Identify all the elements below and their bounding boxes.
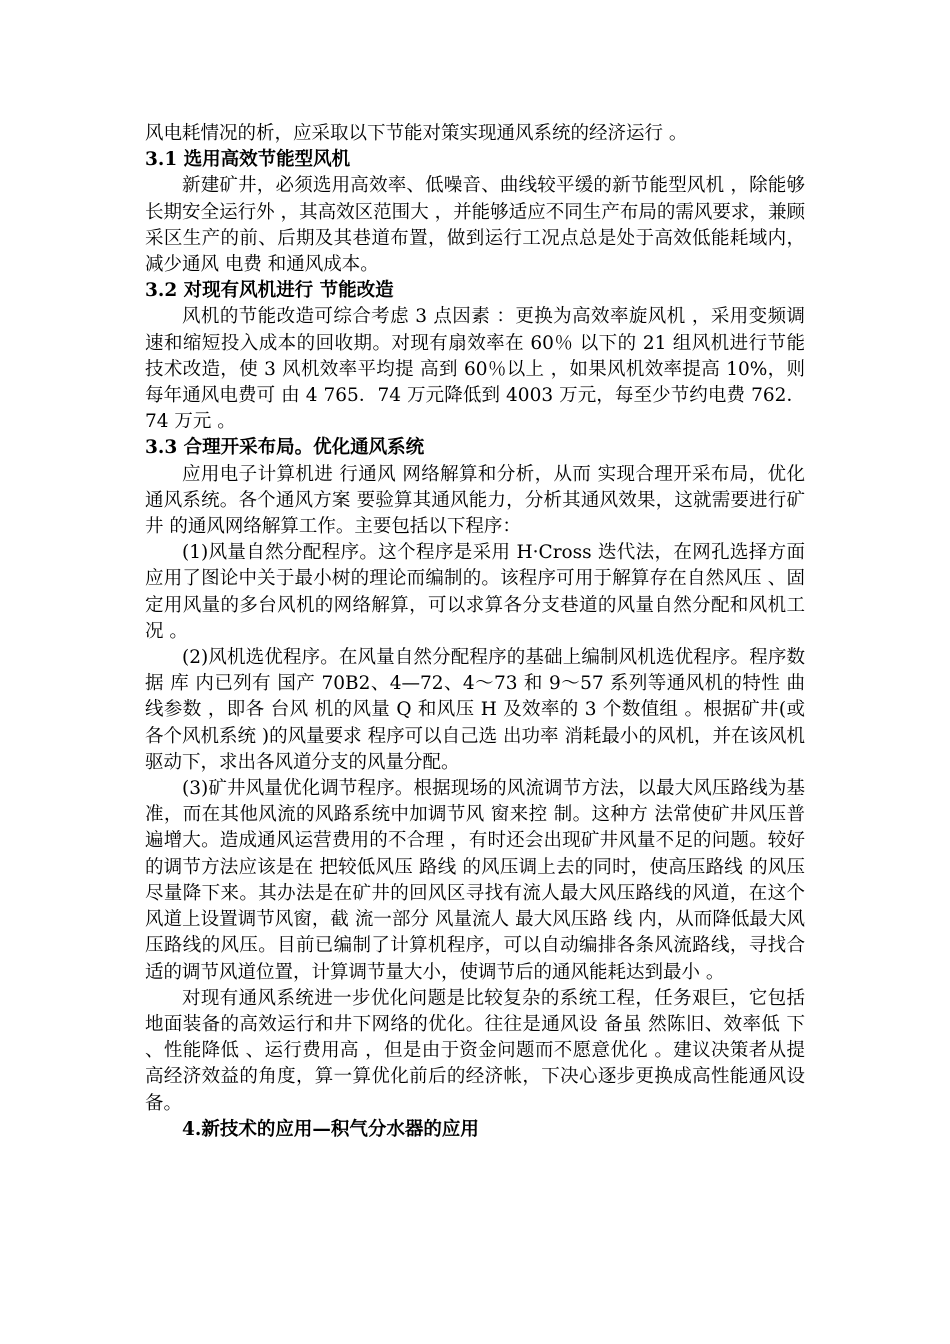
section-3-3-paragraph-conclusion: 对现有通风系统进一步优化问题是比较复杂的系统工程，任务艰巨，它包括地面装备的高效运行和井下网络的优化。往往是通风设 备虽 然陈旧、效率低 下 、性能降低 、运行费用高 ，但是由于资金问题而不愿意优化 。建议决策者从提高经济效益的角度，算一算优化前后的经济帐，下决心逐步更换成高性能通风设备。 <box>145 987 805 1114</box>
section-3-3-paragraph-intro: 应用电子计算机进 行通风 网络解算和分析，从而 实现合理开采布局，优化通风系统。各个通风方案 要验算其通风能力，分析其通风效果，这就需要进行矿井 的通风网络解算工作。主要包括以下程序： <box>145 463 805 538</box>
section-heading-4: 4.新技术的应用—积气分水器的应用 <box>182 1118 479 1140</box>
section-3-1-paragraph: 新建矿井，必须选用高效率、低噪音、曲线较平缓的新节能型风机 ，除能够长期安全运行外 ，其高效区范围大 ，并能够适应不同生产布局的需风要求，兼顾采区生产的前、后期及其巷道布置，做到运行工况点总是处于高效低能耗域内，减少通风 电费 和通风成本。 <box>145 175 805 276</box>
section-3-3-paragraph-program-2: (2)风机选优程序。在风量自然分配程序的基础上编制风机选优程序。程序数据 库 内已列有 国产 70B2、4—72、4～73 和 9～57 系列等通风机的特性 曲线参数 ，即各 台风 机的风量 Q 和风压 H 及效率的 3 个数值组 。根据矿井(或各个风机系统 )的风量要求 程序可以自己选 出功率 消耗最小的风机，并在该风机驱动下，求出各风道分支的风量分配。 <box>145 647 805 773</box>
section-heading-3-3: 3.3 合理开采布局。优化通风系统 <box>145 437 425 459</box>
section-heading-3-2: 3.2 对现有风机进行 节能改造 <box>145 280 394 302</box>
document-page <box>145 121 805 1143</box>
section-heading-3-1: 3.1 选用高效节能型风机 <box>145 149 351 171</box>
section-3-3-paragraph-program-3: (3)矿井风量优化调节程序。根据现场的风流调节方法，以最大风压路线为基准，而在其他风流的风路系统中加调节风 窗来控 制。这种方 法常使矿井风压普遍增大。造成通风运营费用的不合理 ，有时还会出现矿井风量不足的问题。较好 的调节方法应该是在 把较低风压 路线 的风压调上去的同时，使高压路线 的风压尽量降下来。其办法是在矿井的回风区寻找有流人最大风压路线的风道，在这个风道上设置调节风窗，截 流一部分 风量流人 最大风压路 线 内，从而降低最大风压路线的风压。目前已编制了计算机程序，可以自动编排各条风流路线，寻找合适的调节风道位置，计算调节量大小，使调节后的通风能耗达到最小 。 <box>145 778 805 983</box>
section-3-2-paragraph: 风机的节能改造可综合考虑 3 点因素 ：更换为高效率旋风机 ，采用变频调速和缩短投入成本的回收期。对现有扇效率在 60％ 以下的 21 组风机进行节能技术改造，使 3 风机效率平均提 高到 60％以上 ，如果风机效率提高 10%，则每年通风电费可 由 4 765．74 万元降低到 4003 万元，每至少节约电费 762．74 万元 。 <box>145 306 805 433</box>
section-3-3-paragraph-program-1: (1)风量自然分配程序。这个程序是采用 H·Cross 迭代法，在网孔选择方面应用了图论中关于最小树的理论而编制的。该程序可用于解算存在自然风压 、固定用风量的多台风机的网络解算，可以求算各分支巷道的风量自然分配和风机工况 。 <box>145 542 805 642</box>
intro-paragraph: 风电耗情况的析，应采取以下节能对策实现通风系统的经济运行 。 <box>145 123 688 144</box>
